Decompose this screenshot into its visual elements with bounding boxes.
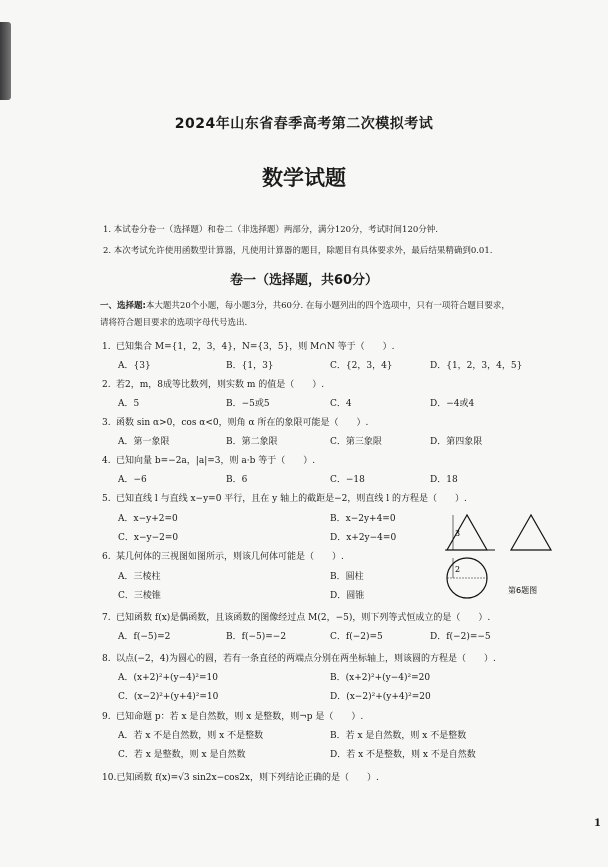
- side-view-triangle: [511, 515, 551, 550]
- q5-option-a: A．x−y+2=0: [118, 514, 178, 524]
- q2-option-c: C．4: [330, 399, 352, 409]
- q9-option-b: B．若 x 是自然数，则 x 不是整数: [330, 731, 467, 741]
- question-1: 1. 已知集合 M={1，2，3，4}，N={3，5}，则 M∩N 等于（ ）.: [102, 342, 395, 352]
- section-instructions: [100, 298, 590, 332]
- question-8: 8. 以点(−2，4)为圆心的圆，若有一条直径的两端点分别在两坐标轴上，则该圆的方程是（ ）.: [102, 654, 496, 664]
- q6-option-d: D．圆锥: [330, 591, 365, 601]
- q7-option-d: D．f(−2)=−5: [430, 632, 491, 642]
- section-title: 卷一（选择题，共60分）: [229, 273, 379, 288]
- question-2: 2. 若2，m，8成等比数列，则实数 m 的值是（ ）.: [102, 380, 325, 390]
- question-3: 3. 函数 sin α>0，cos α<0，则角 α 所在的象限可能是（ ）.: [102, 418, 369, 428]
- q3-option-a: A．第一象限: [118, 437, 170, 447]
- q4-option-c: C．−18: [330, 475, 365, 485]
- q9-option-c: C．若 x 是整数，则 x 是自然数: [118, 750, 246, 760]
- q3-option-d: D．第四象限: [430, 437, 483, 447]
- q4-option-a: A．−6: [118, 475, 147, 485]
- question-4: 4. 已知向量 b=−2a，|a|=3，则 a·b 等于（ ）.: [102, 456, 316, 466]
- note-2: 2. 本次考试允许使用函数型计算器，凡使用计算器的题目，除题目有具体要求外，最后结果精确到0.01.: [103, 246, 493, 256]
- q1-option-b: B．{1，3}: [226, 361, 274, 371]
- q4-option-b: B．6: [226, 475, 248, 485]
- q5-option-b: B．x−2y+4=0: [330, 514, 396, 524]
- subject-title: 数学试题: [262, 166, 346, 190]
- q6-option-c: C．三棱锥: [118, 591, 161, 601]
- q1-option-a: A．{3}: [118, 361, 151, 371]
- page-number: 1: [594, 818, 601, 829]
- q9-option-a: A．若 x 不是自然数，则 x 不是整数: [118, 731, 264, 741]
- q7-option-c: C．f(−2)=5: [330, 632, 383, 642]
- dimension-2: 2: [455, 565, 461, 574]
- note-1: 1. 本试卷分卷一（选择题）和卷二（非选择题）两部分，满分120分，考试时间120分钟.: [103, 225, 438, 235]
- q2-option-a: A．5: [118, 399, 140, 409]
- question-7: 7. 已知函数 f(x)是偶函数，且该函数的图像经过点 M(2，−5)，则下列等式恒成立的是（ ）.: [102, 613, 491, 623]
- dimension-3: 3: [455, 529, 461, 538]
- exam-title: 2024年山东省春季高考第二次模拟考试: [174, 116, 434, 132]
- q2-option-d: D．−4或4: [430, 399, 475, 409]
- q5-option-d: D．x+2y−4=0: [330, 533, 397, 543]
- q3-option-c: C．第三象限: [330, 437, 382, 447]
- instruction-line-1: 本大题共20个小题，每小题3分，共60分. 在每小题列出的四个选项中，只有一项符合题目要求，: [145, 301, 510, 311]
- question-5: 5. 已知直线 l 与直线 x−y=0 平行，且在 y 轴上的截距是−2，则直线 l 的方程是（ ）.: [102, 494, 467, 504]
- q9-option-d: D．若 x 不是整数，则 x 不是自然数: [330, 750, 476, 760]
- q7-option-b: B．f(−5)=−2: [226, 632, 287, 642]
- question-9: 9. 已知命题 p：若 x 是自然数，则 x 是整数，则¬p 是（ ）.: [102, 712, 364, 722]
- figure-caption: 第6题图: [508, 586, 538, 595]
- q1-option-d: D．{1，2，3，4，5}: [430, 361, 523, 371]
- q7-option-a: A．f(−5)=2: [118, 632, 171, 642]
- q6-option-a: A．三棱柱: [118, 572, 161, 582]
- q8-option-c: C．(x−2)²+(y+4)²=10: [118, 692, 219, 702]
- q8-option-a: A．(x+2)²+(y−4)²=10: [118, 673, 218, 683]
- q2-option-b: B．−5或5: [226, 399, 270, 409]
- notes-block: [103, 220, 593, 262]
- q4-option-d: D．18: [430, 475, 458, 485]
- q8-option-b: B．(x+2)²+(y−4)²=20: [330, 673, 431, 683]
- q1-option-c: C．{2，3，4}: [330, 361, 393, 371]
- q5-option-c: C．x−y−2=0: [118, 533, 179, 543]
- q8-option-d: D．(x−2)²+(y+4)²=20: [330, 692, 431, 702]
- instruction-line-2: 请将符合题目要求的选项字母代号选出.: [100, 318, 248, 328]
- three-view-figure: [440, 510, 590, 605]
- question-10: 10.已知函数 f(x)=√3 sin2x−cos2x，则下列结论正确的是（ ）.: [102, 773, 379, 783]
- q6-option-b: B．圆柱: [330, 572, 364, 582]
- q3-option-b: B．第二象限: [226, 437, 278, 447]
- binding-shadow: [0, 22, 11, 100]
- question-6: 6. 某几何体的三视图如图所示，则该几何体可能是（ ）.: [102, 552, 344, 562]
- instruction-label: 一、选择题:: [100, 301, 146, 311]
